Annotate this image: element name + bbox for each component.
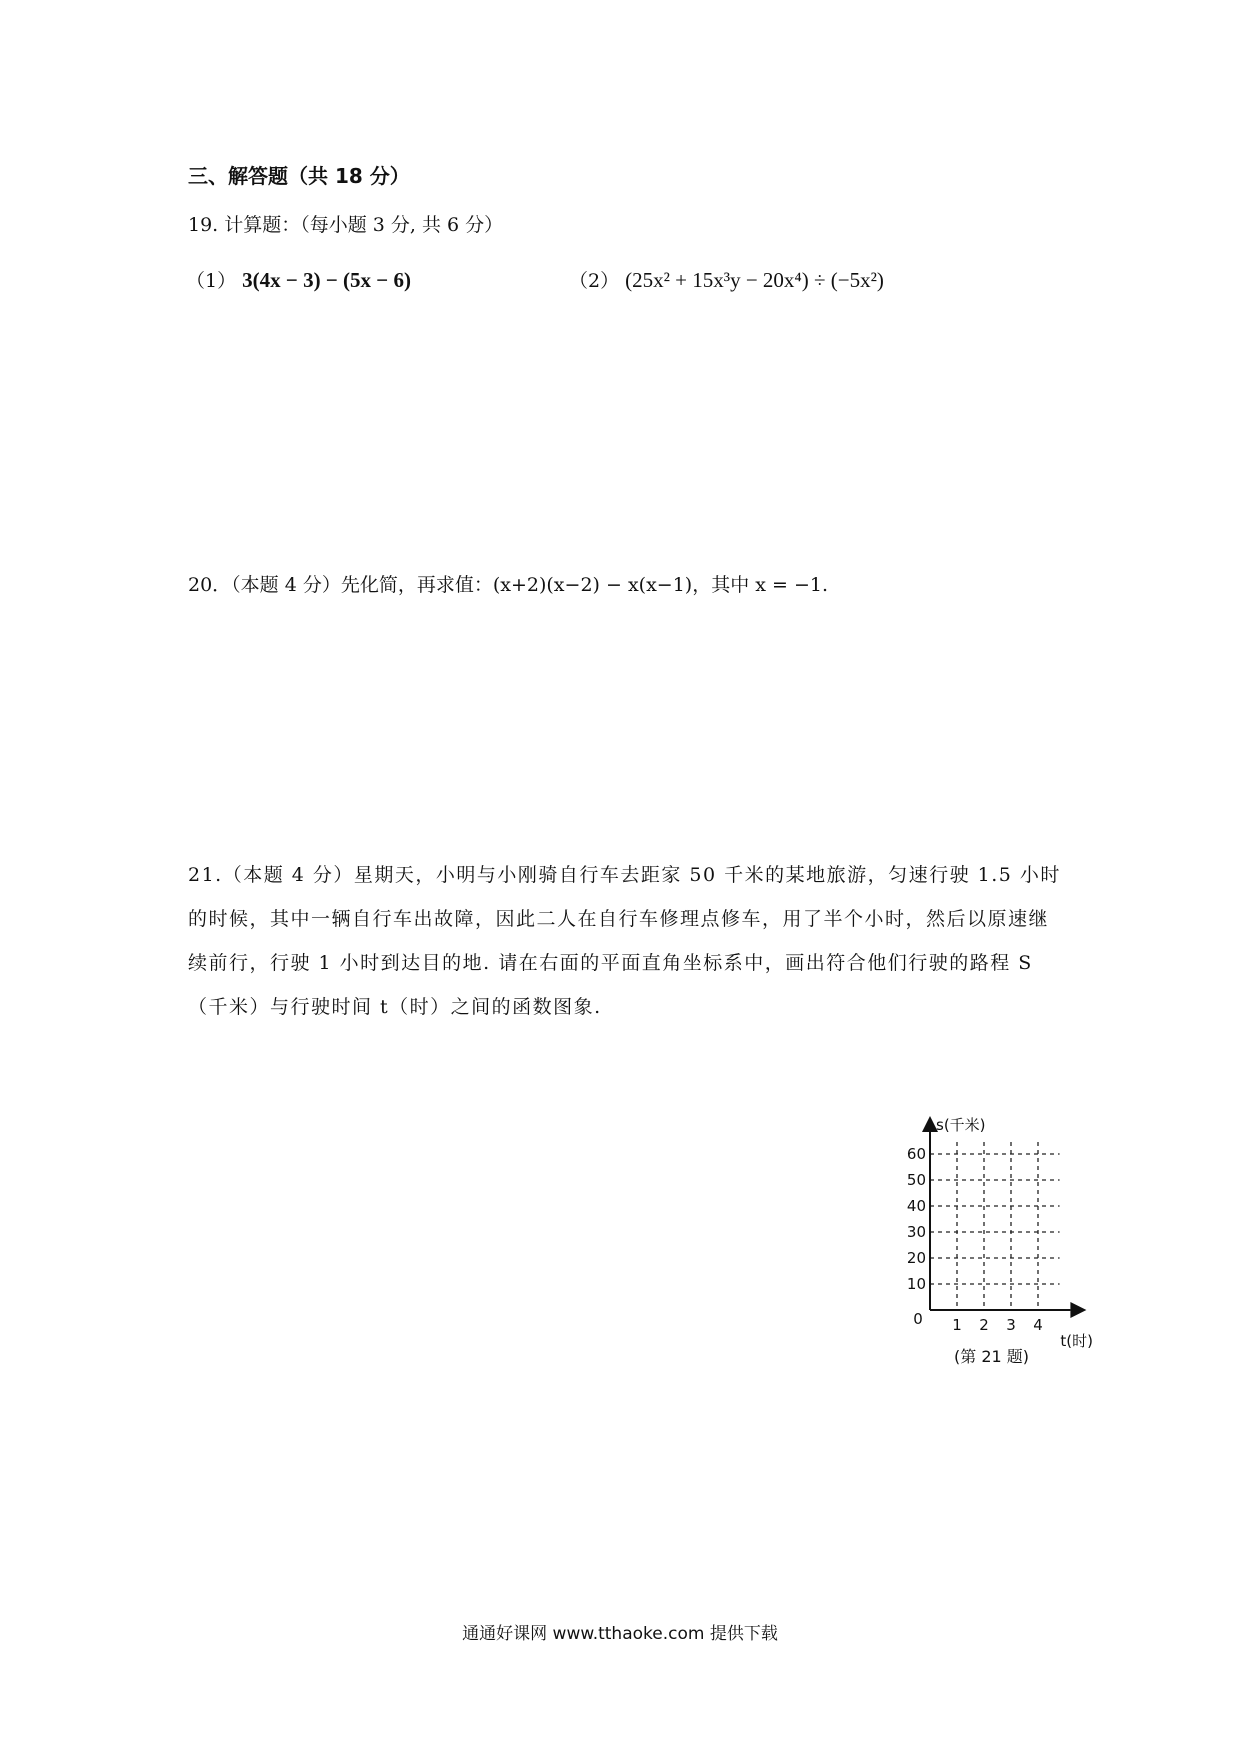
x-tick-label-4: 4: [1033, 1316, 1043, 1334]
y-tick-label-40: 40: [906, 1197, 926, 1215]
y-tick-label-20: 20: [906, 1249, 926, 1267]
x-tick-label-1: 1: [952, 1316, 962, 1334]
question-19-part-1: [186, 266, 411, 293]
question-20: 20．（本题 4 分）先化简，再求值：(x+2)(x−2) − x(x−1)，其中 x = −1.: [188, 574, 829, 596]
y-tick-label-10: 10: [906, 1275, 926, 1293]
part-1-expression: 3(4x − 3) − (5x − 6): [242, 268, 412, 292]
question-19-part-2: [569, 266, 884, 293]
part-1-label: （1）: [186, 270, 237, 292]
section-title: 三、解答题（共 18 分）: [188, 164, 410, 188]
y-tick-label-30: 30: [906, 1223, 926, 1241]
x-tick-label-3: 3: [1006, 1316, 1016, 1334]
question-19-stem: 19. 计算题：（每小题 3 分, 共 6 分）: [188, 214, 504, 236]
y-tick-label-50: 50: [906, 1171, 926, 1189]
chart-caption: (第 21 题): [954, 1347, 1030, 1366]
y-tick-label-60: 60: [906, 1145, 926, 1163]
x-tick-label-2: 2: [979, 1316, 989, 1334]
origin-label: 0: [913, 1310, 923, 1328]
question-21: 21.（本题 4 分）星期天，小明与小刚骑自行车去距家 50 千米的某地旅游，匀速行驶 1.5 小时的时候，其中一辆自行车出故障，因此二人在自行车修理点修车，用了半个小时，然后以原速继续前行，行驶 1 小时到达目的地. 请在右面的平面直角坐标系中，画出符合他们行驶的路程 S（千米）与行驶时间 t（时）之间的函数图象.: [188, 864, 1061, 1018]
page-footer: 通通好课网 www.tthaoke.com 提供下载: [462, 1624, 778, 1644]
x-axis-label: t(时): [1060, 1332, 1093, 1350]
part-2-expression: (25x² + 15x³y − 20x⁴) ÷ (−5x²): [625, 268, 884, 292]
part-2-label: （2）: [569, 270, 620, 292]
y-axis-label: s(千米): [936, 1116, 986, 1134]
coordinate-chart: [880, 1070, 1120, 1350]
x-axis-arrow: [1070, 1302, 1086, 1318]
